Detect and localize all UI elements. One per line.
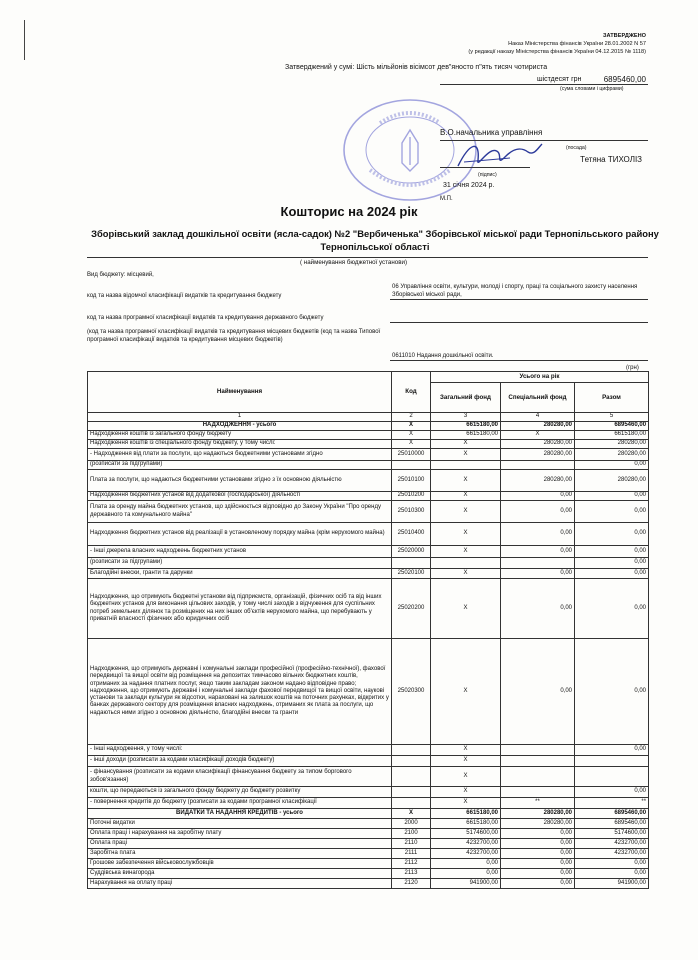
cell-spec: 280280,00 — [501, 422, 575, 431]
cell-spec: 0,00 — [501, 839, 575, 849]
cell-name: ВИДАТКИ ТА НАДАННЯ КРЕДИТІВ - усього — [88, 809, 392, 819]
cell-name: - фінансування (розписати за кодами класифікації фінансування бюджету за типом боргового зобов'язання) — [88, 767, 392, 787]
cell-spec: 0,00 — [501, 849, 575, 859]
stamp-caption: М.П. — [440, 196, 453, 202]
signature-icon — [450, 132, 545, 177]
local-program-line — [390, 360, 648, 361]
table-row — [88, 756, 649, 767]
cell-spec: X — [501, 431, 575, 440]
program-line — [390, 322, 648, 323]
cell-name: Заробітна плата — [88, 849, 392, 859]
cell-code — [392, 558, 431, 569]
table-row — [88, 501, 649, 523]
cell-code — [392, 798, 431, 809]
cell-spec: 280280,00 — [501, 819, 575, 829]
table-row — [88, 422, 649, 431]
cell-total: 0,00 — [575, 639, 649, 745]
cell-total: 941900,00 — [575, 879, 649, 889]
cell-total: 0,00 — [575, 869, 649, 879]
cell-code: 25020100 — [392, 569, 431, 579]
table-row — [88, 798, 649, 809]
cell-total: 0,00 — [575, 546, 649, 558]
cell-total: 6895460,00 — [575, 809, 649, 819]
table-row — [88, 767, 649, 787]
cell-spec — [501, 787, 575, 798]
cell-gen: X — [431, 492, 501, 501]
col-number: 5 — [575, 413, 649, 422]
cell-total: 0,00 — [575, 569, 649, 579]
cell-code — [392, 745, 431, 756]
cell-total: 280280,00 — [575, 470, 649, 492]
sum-caption: (сума словами і цифрами) — [560, 86, 624, 92]
cell-gen — [431, 461, 501, 470]
cell-code: 2120 — [392, 879, 431, 889]
cell-code: X — [392, 809, 431, 819]
cell-gen: X — [431, 440, 501, 449]
cell-code — [392, 767, 431, 787]
cell-code: X — [392, 431, 431, 440]
col-number: 3 — [431, 413, 501, 422]
cell-total — [575, 756, 649, 767]
cell-spec: 0,00 — [501, 492, 575, 501]
cell-total: 0,00 — [575, 579, 649, 639]
cell-total: 0,00 — [575, 523, 649, 546]
cell-spec — [501, 756, 575, 767]
cell-total: 0,00 — [575, 745, 649, 756]
cell-code: 25020300 — [392, 639, 431, 745]
table-row — [88, 859, 649, 869]
table-row — [88, 745, 649, 756]
cell-total: 6895460,00 — [575, 422, 649, 431]
header-special-fund: Спеціальний фонд — [501, 383, 575, 413]
cell-total: 280280,00 — [575, 440, 649, 449]
cell-name: Поточні видатки — [88, 819, 392, 829]
cell-gen: 4232700,00 — [431, 839, 501, 849]
cell-name: - Інші джерела власних надходжень бюджетних установ — [88, 546, 392, 558]
dept-value: 06 Управління освіти, культури, молоді і спорту, праці та соціального захисту населення Зборівської міської ради, — [392, 284, 638, 298]
institution-name: Зборівський заклад дошкільної освіти (ясла-садок) №2 "Вербиченька" Зборівської міської ради Тернопільського району Тернопільської області — [91, 228, 659, 252]
table-row — [88, 523, 649, 546]
col-number: 4 — [501, 413, 575, 422]
table-row — [88, 839, 649, 849]
cell-name: НАДХОДЖЕННЯ - усього — [88, 422, 392, 431]
cell-gen: 4232700,00 — [431, 849, 501, 859]
cell-name: - повернення кредитів до бюджету (розписати за кодами програмної класифікації — [88, 798, 392, 809]
cell-name: Суддівська винагорода — [88, 869, 392, 879]
cell-total: 6615180,00 — [575, 431, 649, 440]
institution-line — [87, 257, 648, 258]
cell-spec: 0,00 — [501, 579, 575, 639]
header-total-year: Усього на рік — [431, 372, 649, 383]
cell-code — [392, 787, 431, 798]
cell-gen: X — [431, 745, 501, 756]
cell-name: Надходження бюджетних установ від додаткової (господарської) діяльності — [88, 492, 392, 501]
cell-spec: 280280,00 — [501, 449, 575, 461]
cell-name: Надходження, що отримують державні і комунальні заклади професійної (професійно-технічної), фахової передвищої та вищої освіти від розміщення на депозитах тимчасово вільних бюджетних коштів, отриманих за надання платних послуг, якщо таким закладам законом надано відповідне право; надходження, що отримують державні і комунальні заклади фахової передвищої та вищої освіти, наукові установи та заклади культури як відсотки, нараховані на залишок коштів на поточних рахунках, відкритих у банках державного сектору для розміщення власних надходжень, отриманих як плата за послуги, що надаються ними згідно з основною діяльністю, благодійні внески та гранти — [88, 639, 392, 745]
cell-total: 4232700,00 — [575, 839, 649, 849]
cell-gen: 5174600,00 — [431, 829, 501, 839]
cell-gen: X — [431, 523, 501, 546]
table-row — [88, 809, 649, 819]
col-number: 1 — [88, 413, 392, 422]
cell-total: 4232700,00 — [575, 849, 649, 859]
cell-gen: X — [431, 756, 501, 767]
cell-code — [392, 461, 431, 470]
cell-spec: 0,00 — [501, 869, 575, 879]
cell-gen: X — [431, 798, 501, 809]
cell-gen: X — [431, 579, 501, 639]
cell-total: 0,00 — [575, 461, 649, 470]
cell-name: Благодійні внески, гранти та дарунки — [88, 569, 392, 579]
cell-code: X — [392, 422, 431, 431]
cell-gen — [431, 558, 501, 569]
header-general-fund: Загальний фонд — [431, 383, 501, 413]
cell-name: Надходження коштів із загального фонду бюджету — [88, 431, 392, 440]
cell-gen: X — [431, 470, 501, 492]
local-program-label: (код та назва програмної класифікації видатків та кредитування місцевих бюджетів (код та назва Типової програмної класифікації видатків та кредитування місцевих бюджетів) — [87, 329, 381, 343]
cell-name: - інші доходи (розписати за кодами класифікації доходів бюджету) — [88, 756, 392, 767]
estimate-table — [87, 371, 649, 889]
table-row — [88, 819, 649, 829]
table-row — [88, 849, 649, 859]
cell-name: Надходження коштів із спеціального фонду бюджету, у тому числі: — [88, 440, 392, 449]
table-row — [88, 440, 649, 449]
cell-gen: X — [431, 546, 501, 558]
cell-spec — [501, 745, 575, 756]
cell-spec: 280280,00 — [501, 470, 575, 492]
cell-gen: X — [431, 639, 501, 745]
cell-spec: 0,00 — [501, 879, 575, 889]
cell-code: 25010300 — [392, 501, 431, 523]
cell-spec: 0,00 — [501, 546, 575, 558]
table-row — [88, 869, 649, 879]
cell-code: X — [392, 440, 431, 449]
dept-label: код та назва відомчої класифікації видатків та кредитування бюджету — [87, 293, 282, 299]
cell-name: кошти, що передаються із загального фонду бюджету до бюджету розвитку — [88, 787, 392, 798]
dept-line — [390, 299, 648, 300]
program-label: код та назва програмної класифікації видатків та кредитування державного бюджету — [87, 315, 324, 321]
table-row — [88, 829, 649, 839]
cell-name: Надходження бюджетних установ від реалізації в установленому порядку майна (крім нерухомого майна) — [88, 523, 392, 546]
cell-name: (розписати за підгрупами) — [88, 558, 392, 569]
cell-code: 25010200 — [392, 492, 431, 501]
col-number: 2 — [392, 413, 431, 422]
position-caption: (посада) — [566, 145, 587, 151]
cell-code: 2112 — [392, 859, 431, 869]
table-row — [88, 449, 649, 461]
cell-total: 0,00 — [575, 492, 649, 501]
cell-total: 280280,00 — [575, 449, 649, 461]
signer-position: В.О.начальника управління — [440, 128, 543, 137]
cell-name: - Надходження від плати за послуги, що надаються бюджетними установами згідно — [88, 449, 392, 461]
cell-code — [392, 756, 431, 767]
cell-code: 25010400 — [392, 523, 431, 546]
approved-sum-number: 6895460,00 — [603, 75, 646, 84]
approved-sum-text: Затверджений у сумі: Шість мільйонів вісімсот дев"яносто п"ять тисяч чотириста — [285, 64, 548, 71]
signature-line — [440, 167, 530, 168]
table-row — [88, 558, 649, 569]
table-row — [88, 492, 649, 501]
cell-total: 5174600,00 — [575, 829, 649, 839]
cell-code: 2110 — [392, 839, 431, 849]
cell-total: ** — [575, 798, 649, 809]
table-row — [88, 639, 649, 745]
table-row — [88, 569, 649, 579]
cell-total: 0,00 — [575, 558, 649, 569]
cell-code: 2100 — [392, 829, 431, 839]
currency-unit: (грн) — [626, 365, 639, 371]
cell-total: 0,00 — [575, 859, 649, 869]
cell-spec: 0,00 — [501, 569, 575, 579]
institution-caption: ( найменування бюджетної установи) — [300, 259, 408, 266]
approval-heading: ЗАТВЕРДЖЕНО — [603, 33, 646, 39]
cell-code: 2111 — [392, 849, 431, 859]
cell-spec: 0,00 — [501, 859, 575, 869]
cell-total — [575, 767, 649, 787]
cell-name: - Інші надходження, у тому числі: — [88, 745, 392, 756]
cell-code: 2000 — [392, 819, 431, 829]
approval-date: 31 січня 2024 р. — [443, 182, 495, 189]
cell-name: Надходження, що отримують бюджетні установи від підприємств, організацій, фізичних осіб та від інших бюджетних установ для виконання цільових заходів, у тому числі заходів з відчуження для суспільних потреб земельних ділянок та розміщених на них інших об'єктів нерухомого майна, що перебувають у приватній власності фізичних або юридичних осіб — [88, 579, 392, 639]
cell-code: 25020200 — [392, 579, 431, 639]
signer-name: Тетяна ТИХОЛІЗ — [580, 155, 642, 164]
cell-gen: 6615180,00 — [431, 819, 501, 829]
header-sum: Разом — [575, 383, 649, 413]
cell-gen: X — [431, 501, 501, 523]
cell-spec: 0,00 — [501, 639, 575, 745]
approval-edition: (у редакції наказу Міністерства фінансів України 04.12.2015 № 1118) — [468, 49, 646, 55]
cell-total: 0,00 — [575, 787, 649, 798]
table-row — [88, 579, 649, 639]
cell-total: 6895460,00 — [575, 819, 649, 829]
cell-gen: X — [431, 449, 501, 461]
cell-name: Оплата праці — [88, 839, 392, 849]
sum-line — [440, 84, 648, 85]
cell-spec: 280280,00 — [501, 440, 575, 449]
header-name: Найменування — [88, 372, 392, 413]
cell-spec — [501, 767, 575, 787]
cell-gen: 6615180,00 — [431, 809, 501, 819]
cell-name: Плата за оренду майна бюджетних установ, що здійснюється відповідно до Закону України "Про оренду державного та комунального майна" — [88, 501, 392, 523]
table-row — [88, 787, 649, 798]
cell-spec — [501, 558, 575, 569]
cell-spec: 0,00 — [501, 829, 575, 839]
budget-type: Вид бюджету: місцевий, — [87, 272, 154, 278]
cell-gen: 0,00 — [431, 869, 501, 879]
page-title: Кошторис на 2024 рік — [280, 204, 418, 219]
table-row — [88, 461, 649, 470]
approval-block — [468, 32, 646, 56]
cell-name: Оплата праці і нарахування на заробітну плату — [88, 829, 392, 839]
table-row — [88, 879, 649, 889]
cell-spec: 280280,00 — [501, 809, 575, 819]
local-program-value: 0611010 Надання дошкільної освіти. — [392, 353, 494, 359]
cell-code: 2113 — [392, 869, 431, 879]
cell-gen: X — [431, 787, 501, 798]
cell-spec: 0,00 — [501, 501, 575, 523]
approval-order: Наказ Міністерства фінансів України 28.01.2002 N 57 — [508, 41, 646, 47]
table-row — [88, 431, 649, 440]
cell-name: Нарахування на оплату праці — [88, 879, 392, 889]
margin-mark — [24, 20, 28, 60]
cell-gen: 0,00 — [431, 859, 501, 869]
cell-gen: 941900,00 — [431, 879, 501, 889]
cell-total: 0,00 — [575, 501, 649, 523]
cell-code: 25010000 — [392, 449, 431, 461]
cell-gen: X — [431, 767, 501, 787]
cell-gen: 6615180,00 — [431, 431, 501, 440]
cell-code: 25020000 — [392, 546, 431, 558]
signature-caption: (підпис) — [478, 172, 497, 178]
cell-code: 25010100 — [392, 470, 431, 492]
cell-spec — [501, 461, 575, 470]
cell-gen: X — [431, 569, 501, 579]
header-code: Код — [392, 372, 431, 413]
table-row — [88, 470, 649, 492]
cell-name: Плата за послуги, що надаються бюджетними установами згідно з їх основною діяльністю — [88, 470, 392, 492]
cell-spec: ** — [501, 798, 575, 809]
cell-name: Грошове забезпечення військовослужбовців — [88, 859, 392, 869]
cell-spec: 0,00 — [501, 523, 575, 546]
cell-name: (розписати за підгрупами) — [88, 461, 392, 470]
table-row — [88, 546, 649, 558]
approved-sum-suffix: шістдесят грн — [537, 76, 582, 83]
cell-gen: 6615180,00 — [431, 422, 501, 431]
